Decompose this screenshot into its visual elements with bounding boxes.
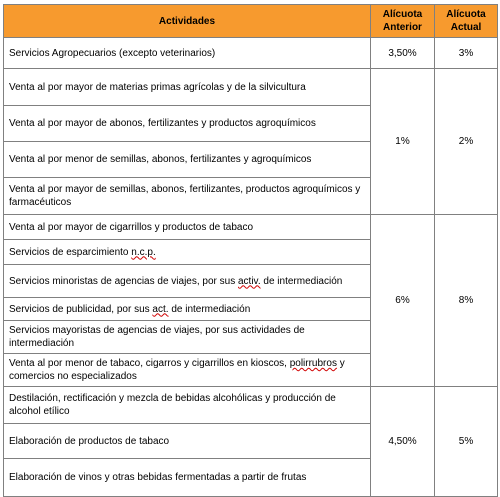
spellcheck-flagged-text: act. [152,303,169,315]
spellcheck-flagged-text: polirrubros [289,358,337,369]
activity-text: Venta al por mayor de abonos, fertilizantes y productos agroquímicos [9,118,316,129]
previous-rate-cell: 3,50% [371,38,435,69]
activity-name [4,265,371,298]
activity-text: Elaboración de vinos y otras bebidas fermentadas a partir de frutas [9,472,307,483]
rates-table-container [3,4,497,484]
activity-name [4,106,371,142]
activity-row [4,69,498,106]
activity-text: de intermediación [260,275,343,287]
activity-text: Servicios de esparcimiento [9,246,132,258]
previous-rate-cell: 1% [371,69,435,215]
header-row [4,5,498,38]
activity-text: Elaboración de productos de tabaco [9,435,170,447]
activity-name [4,321,371,354]
current-rate-cell: 5% [435,387,498,497]
activity-name [4,240,371,265]
header-activities: Actividades [4,5,371,38]
activity-name [4,142,371,178]
activity-row [4,387,498,424]
activity-name [4,459,371,497]
activity-name [4,69,371,106]
activity-text: Servicios minoristas de agencias de viajes, por sus [9,275,238,287]
activity-name [4,354,371,387]
activity-text: Servicios mayoristas de agencias de viajes, por sus actividades de intermediación [9,325,305,349]
activity-name [4,215,371,240]
spellcheck-flagged-text: n.c.p. [131,246,156,258]
spellcheck-flagged-text: activ. [238,275,261,287]
activity-name [4,38,371,69]
activity-name [4,387,371,424]
header-previous-rate: Alícuota Anterior [371,5,435,38]
rates-table-body [4,38,498,497]
activity-text: Venta al por mayor de cigarrillos y productos de tabaco [9,221,254,233]
rates-table [3,4,498,497]
activity-text: y comercios no especializados [9,358,345,382]
activity-name [4,178,371,215]
previous-rate-cell: 4,50% [371,387,435,497]
activity-row [4,38,498,69]
activity-text: Venta al por menor de semillas, abonos, fertilizantes y agroquímicos [9,154,312,165]
header-current-rate: Alícuota Actual [435,5,498,38]
activity-name [4,298,371,321]
activity-text: Venta al por menor de tabaco, cigarros y cigarrillos en kioscos, [9,358,290,369]
current-rate-cell: 2% [435,69,498,215]
activity-text: Servicios de publicidad, por sus [9,303,153,315]
previous-rate-cell: 6% [371,215,435,387]
activity-text: Venta al por mayor de materias primas agrícolas y de la silvicultura [9,81,306,93]
current-rate-cell: 3% [435,38,498,69]
activity-text: de intermediación [168,303,251,315]
activity-name [4,424,371,459]
activity-text: Destilación, rectificación y mezcla de bebidas alcohólicas y producción de alcohol etílico [9,393,336,417]
activity-row [4,215,498,240]
activity-text: Servicios Agropecuarios (excepto veterinarios) [9,47,216,59]
current-rate-cell: 8% [435,215,498,387]
activity-text: Venta al por mayor de semillas, abonos, fertilizantes, productos agroquímicos y farmacéuticos [9,184,361,208]
